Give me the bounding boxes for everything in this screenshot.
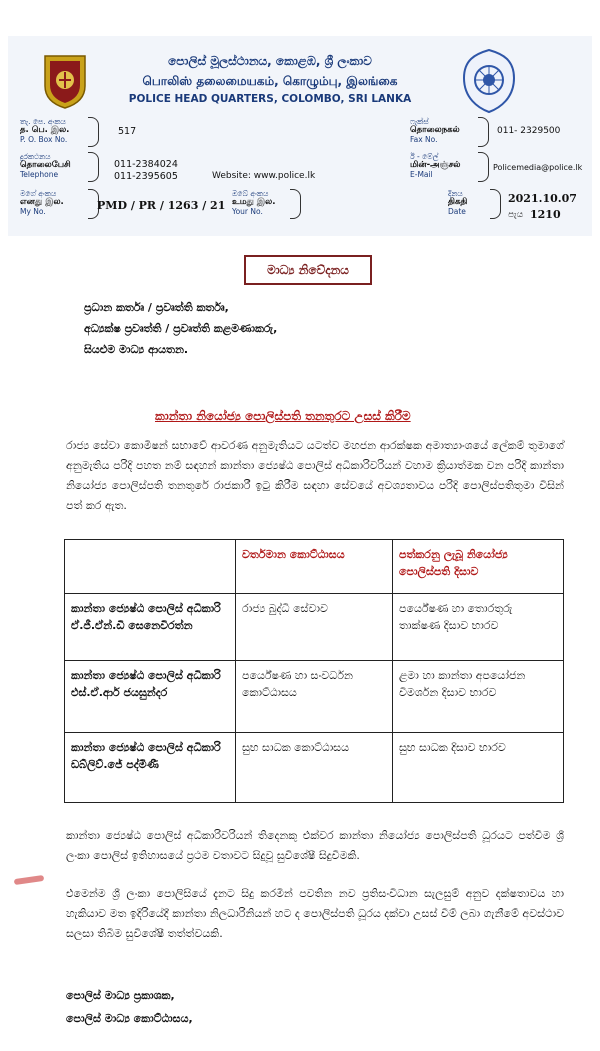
police-seal-logo xyxy=(458,48,520,114)
officer-rank: කාන්තා ජ්‍යෙෂ්ඨ පොලිස් අධිකාරි xyxy=(71,669,221,682)
telephone-values: 011-2384024 011-2395605 xyxy=(114,159,178,182)
brace xyxy=(290,189,301,219)
table-row xyxy=(65,661,564,733)
appointments-table xyxy=(64,539,564,803)
officer-name: එස්.ඒ.ආර් ජයසුන්දර xyxy=(71,686,168,699)
pen-mark xyxy=(14,875,45,885)
header-title-english: POLICE HEAD QUARTERS, COLOMBO, SRI LANKA xyxy=(128,93,412,105)
addressee-line: අධ්‍යක්ෂ ප්‍රවෘත්ති / ප්‍රවෘත්ති කළමණාකරු, xyxy=(84,322,278,335)
current-division-cell: රාජ්‍ය බුද්ධි සේවාව xyxy=(236,594,393,661)
date-value: 2021.10.07 xyxy=(508,192,577,205)
signature-line: පොලිස් මාධ්‍ය ප්‍රකාශක, xyxy=(66,989,175,1002)
police-crest-logo xyxy=(40,52,90,110)
subject-heading: කාන්තා නියෝජ්‍ය පොලිස්පති තනතුරට උසස් කිරීම xyxy=(155,409,411,423)
fax-label: ෆැක්ස් தொலைநகல் Fax No. xyxy=(410,117,460,144)
email-label: ඊ - මේල් மின்-அஞ்சல் E-Mail xyxy=(410,152,461,179)
table-header-cell xyxy=(65,540,236,594)
time-label: පැය xyxy=(508,210,524,220)
officer-rank: කාන්තා ජ්‍යෙෂ්ඨ පොලිස් අධිකාරි xyxy=(71,741,221,754)
time-value: 1210 xyxy=(530,208,561,221)
header-title-sinhala: පොලිස් මූලස්ථානය, කොළඹ, ශ්‍රී ලංකාව xyxy=(168,54,372,68)
officer-cell xyxy=(65,594,236,661)
officer-name: ඩබ්ලිව්.ජේ පද්මිණී xyxy=(71,758,159,771)
po-box-label: තැ. පෙ. අංකය த. பெ. இல. P. O. Box No. xyxy=(20,117,70,144)
document-title: මාධ්‍ය නිවේදනය xyxy=(244,255,372,285)
table-header-cell: පත්කරනු ලැබූ නියෝජ්‍ය පොලිස්පති දිසාව xyxy=(393,540,564,594)
po-box-value: 517 xyxy=(118,126,137,137)
my-no-value: PMD / PR / 1263 / 21 xyxy=(97,199,226,212)
officer-cell xyxy=(65,661,236,733)
current-division-cell: පර්යේෂණ හා සංවර්ධන කොට්ඨාසය xyxy=(236,661,393,733)
body-paragraph: එමෙන්ම ශ්‍රී ලංකා පොලිසියේ දැනට සිදු කරමින් පවතින නව ප්‍රතිසංවිධාන සැලසුම් අනුව දක්ෂතාවය හා හැකියාව මත ඉදිරියේදී කාන්තා නිලධාරිනියන් හට ද පොලිස්පති ධූරය දක්වා උසස් වීම් ලබා ගැනීමේ අවස්ථාව සලසා තිබීම සුවිශේෂී තත්ත්වයකි. xyxy=(66,887,564,940)
appointed-range-cell: පර්යේෂණ හා තොරතුරු තාක්ෂණ දිසාව භාරව xyxy=(393,594,564,661)
your-no-label: ඔබේ අංකය உமது இல. Your No. xyxy=(232,189,276,216)
brace xyxy=(88,152,99,182)
body-paragraph: කාන්තා ජ්‍යෙෂ්ඨ පොලිස් අධිකාරිවරියන් තිදෙනකු එක්වර කාන්තා නියෝජ්‍ය පොලිස්පති ධූරයට පත්වීම ශ්‍රී ලංකා පොලිස් ඉතිහාසයේ ප්‍රථම වතාවට සිදුවූ සුවිශේෂී සිදුවීමකි. xyxy=(66,829,564,862)
brace xyxy=(478,152,489,182)
signature-line: පොලිස් මාධ්‍ය කොට්ඨාසය, xyxy=(66,1012,193,1025)
table-row xyxy=(65,594,564,661)
table-header-row xyxy=(65,540,564,594)
officer-cell xyxy=(65,733,236,803)
fax-value: 011- 2329500 xyxy=(497,126,561,136)
table-header-cell: වර්තමාන කොට්ඨාසය xyxy=(236,540,393,594)
website-text: Website: www.police.lk xyxy=(212,171,316,181)
addressee-line: සියළුම මාධ්‍ය ආයතන. xyxy=(84,343,189,356)
telephone-label: දුරකථනය தொலைபேசி Telephone xyxy=(20,152,71,179)
my-no-label: මගේ අංකය எனது இல. My No. xyxy=(20,189,64,216)
officer-name: ඒ.ජී.ඒන්.ඩී සෙනෙවිරත්න xyxy=(71,619,193,632)
body-paragraph: රාජ්‍ය සේවා කොමිෂන් සභාවේ ආවරණ අනුමැතියට යටත්ව මහජන ආරක්ෂක අමාත්‍යාංශයේ ලේකම් තුමාගේ අනුමැතිය පරිදි පහත නම් සඳහන් කාන්තා ජ්‍යෙෂ්ඨ පොලිස් අධිකාරිවරියන් වහාම ක්‍රියාත්මක වන පරිදි කාන්තා නියෝජ්‍ය පොලිස්පති තනතුරේ රාජකාරී ඉටු කිරීම සඳහා සේවයේ අවශ්‍යතාවය පරිදි පොලිස්පතිතුමා විසින් පත් කර ඇත. xyxy=(66,439,564,512)
table-row xyxy=(65,733,564,803)
current-division-cell: සුභ සාධක කොට්ඨාසය xyxy=(236,733,393,803)
header-title-tamil: பொலிஸ் தலைமையகம், கொழும்பு, இலங்கை xyxy=(142,74,398,88)
brace xyxy=(490,189,501,219)
appointed-range-cell: ළමා හා කාන්තා අපයෝජන විමර්ශන දිසාව භාරව xyxy=(393,661,564,733)
email-value: Policemedia@police.lk xyxy=(493,163,583,172)
date-label: දිනය திகதி Date xyxy=(448,189,468,216)
addressee-line: ප්‍රධාන කර්තෘ / ප්‍රවෘත්ති කර්තෘ, xyxy=(84,301,229,314)
appointed-range-cell: සුභ සාධක දිසාව භාරව xyxy=(393,733,564,803)
brace xyxy=(478,117,489,147)
officer-rank: කාන්තා ජ්‍යෙෂ්ඨ පොලිස් අධිකාරි xyxy=(71,602,221,615)
brace xyxy=(88,117,99,147)
